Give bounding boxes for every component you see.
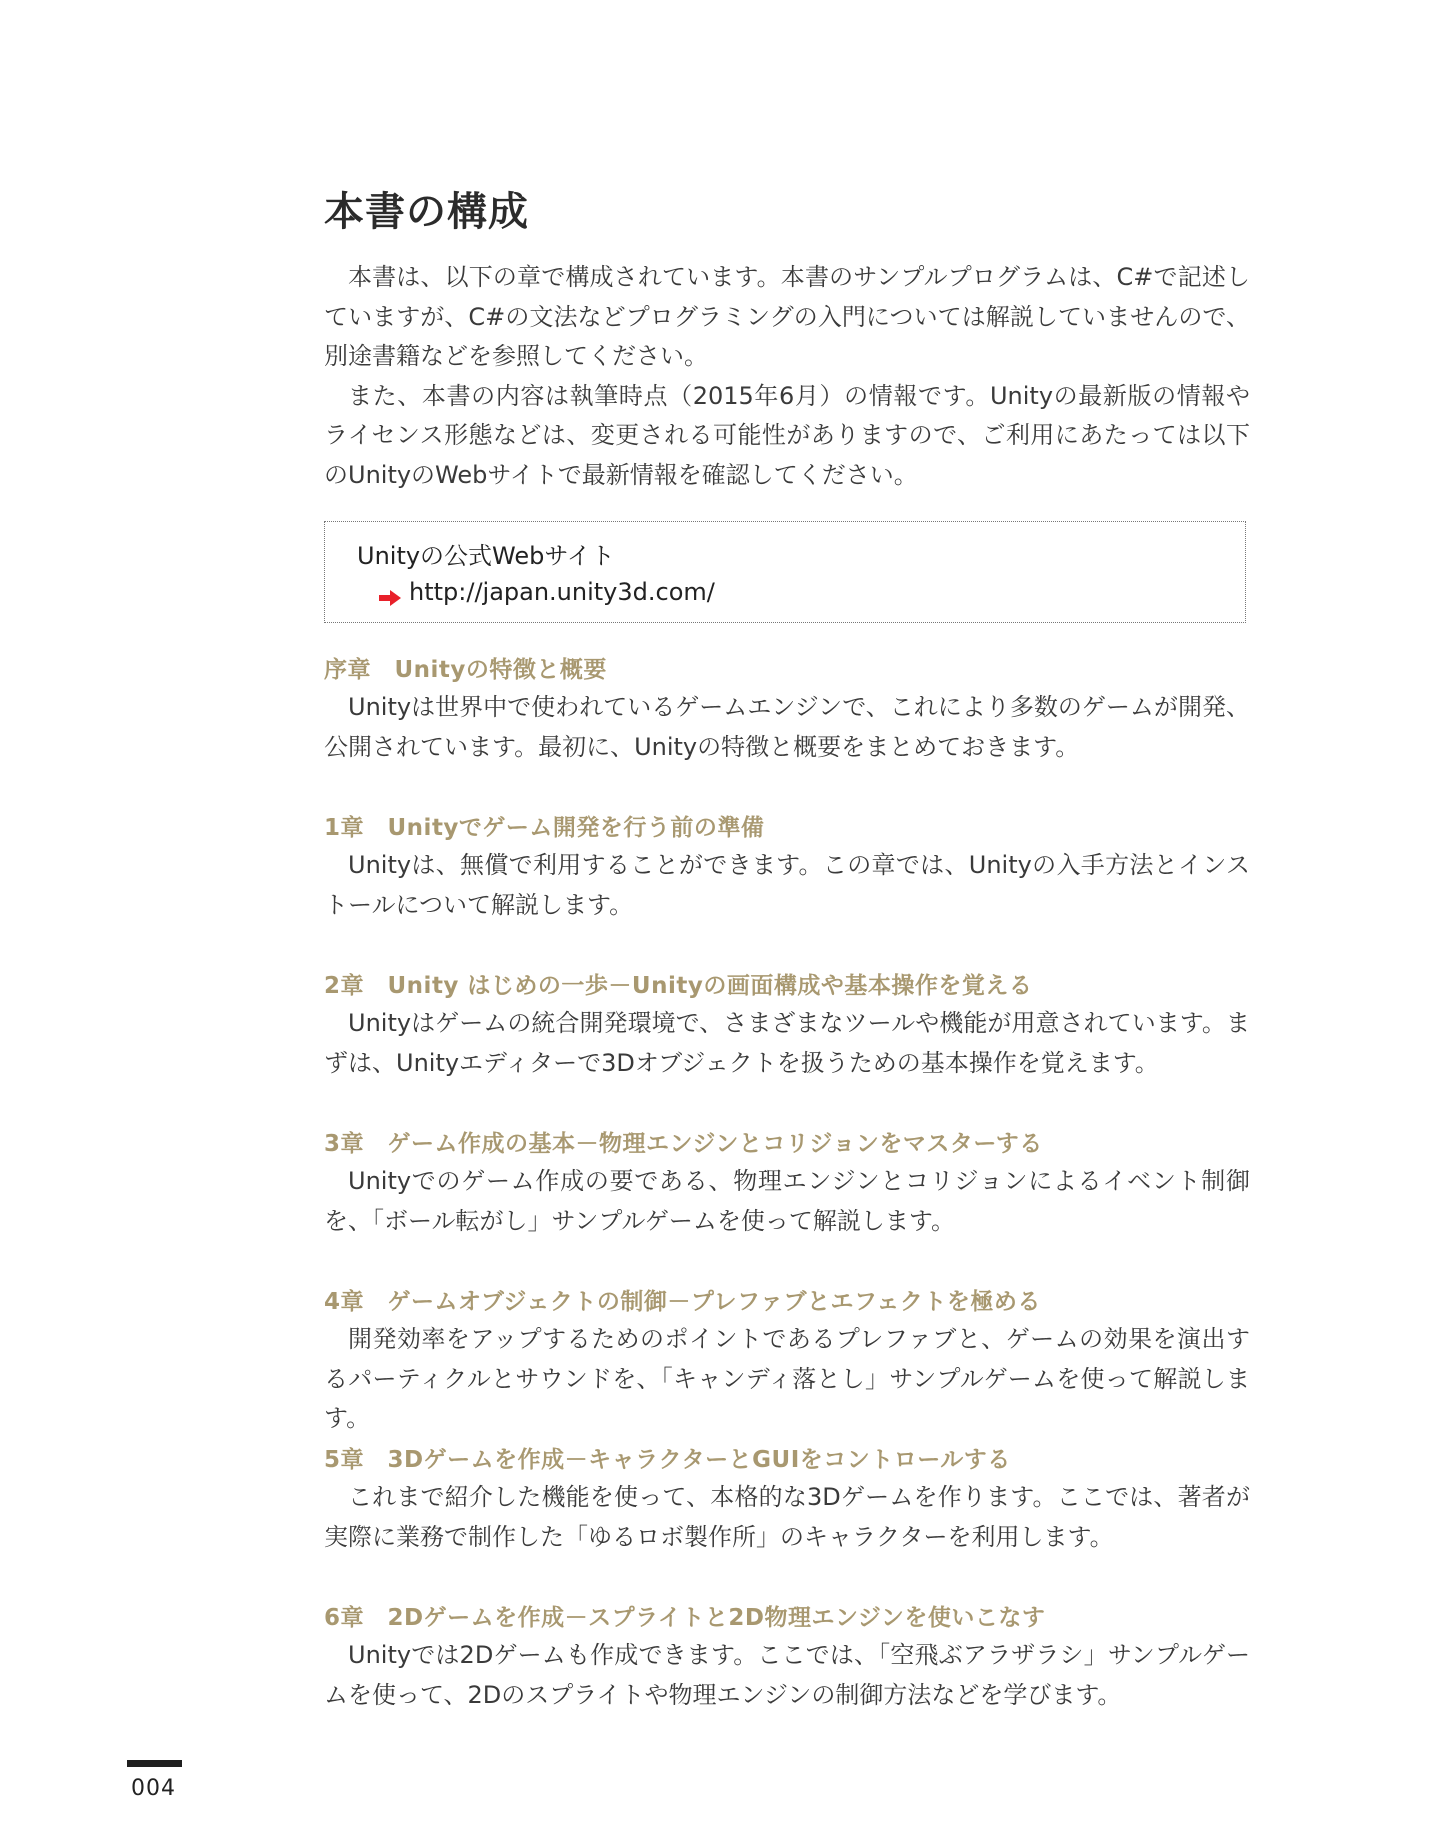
chapter-description: これまで紹介した機能を使って、本格的な3Dゲームを作ります。ここでは、著者が実際に業務で制作した「ゆるロボ製作所」のキャラクターを利用します。: [324, 1483, 1250, 1551]
website-box: [324, 521, 1246, 623]
right-arrow-icon: [379, 584, 401, 600]
website-box-title: Unityの公式Webサイト: [357, 542, 615, 570]
chapter-heading: 5章 3Dゲームを作成－キャラクターとGUIをコントロールする: [324, 1447, 1011, 1473]
website-url-line: [379, 578, 715, 606]
chapter-description: Unityでは2Dゲームも作成できます。ここでは、「空飛ぶアラザラシ」サンプルゲームを使って、2Dのスプライトや物理エンジンの制御方法などを学びます。: [324, 1641, 1250, 1709]
chapter-heading: 4章 ゲームオブジェクトの制御－プレファブとエフェクトを極める: [324, 1289, 1041, 1315]
intro-paragraph: また、本書の内容は執筆時点（2015年6月）の情報です。Unityの最新版の情報やライセンス形態などは、変更される可能性がありますので、ご利用にあたっては以下のUnityのWebサイトで最新情報を確認してください。: [324, 381, 1250, 489]
chapter-item: [324, 1126, 1250, 1284]
chapter-description: Unityは世界中で使われているゲームエンジンで、これにより多数のゲームが開発、公開されています。最初に、Unityの特徴と概要をまとめておきます。: [324, 693, 1250, 761]
chapter-item: [324, 652, 1250, 810]
chapter-item: [324, 810, 1250, 968]
footer-bar: [127, 1760, 182, 1767]
chapter-description: Unityはゲームの統合開発環境で、さまざまなツールや機能が用意されています。まずは、Unityエディターで3Dオブジェクトを扱うための基本操作を覚えます。: [324, 1009, 1250, 1077]
chapter-item: [324, 1284, 1250, 1442]
page-number: 004: [131, 1776, 176, 1801]
intro-paragraph: 本書は、以下の章で構成されています。本書のサンプルプログラムは、C#で記述していますが、C#の文法などプログラミングの入門については解説していませんので、別途書籍などを参照してください。: [324, 263, 1250, 370]
chapter-heading: 6章 2Dゲームを作成－スプライトと2D物理エンジンを使いこなす: [324, 1605, 1046, 1631]
chapter-item: [324, 968, 1250, 1126]
chapter-heading: 3章 ゲーム作成の基本－物理エンジンとコリジョンをマスターする: [324, 1131, 1043, 1157]
chapter-description: Unityは、無償で利用することができます。この章では、Unityの入手方法とインストールについて解説します。: [324, 851, 1250, 919]
chapter-heading: 2章 Unity はじめの一歩－Unityの画面構成や基本操作を覚える: [324, 973, 1033, 999]
chapter-list: [324, 652, 1250, 1758]
chapter-description: 開発効率をアップするためのポイントであるプレファブと、ゲームの効果を演出するパーティクルとサウンドを、「キャンディ落とし」サンプルゲームを使って解説します。: [324, 1325, 1250, 1432]
chapter-description: Unityでのゲーム作成の要である、物理エンジンとコリジョンによるイベント制御を、「ボール転がし」サンプルゲームを使って解説します。: [324, 1167, 1250, 1235]
page-title: 本書の構成: [324, 189, 529, 235]
intro-section: [324, 258, 1250, 495]
chapter-heading: 序章 Unityの特徴と概要: [324, 657, 607, 683]
chapter-heading: 1章 Unityでゲーム開発を行う前の準備: [324, 815, 765, 841]
chapter-item: [324, 1442, 1250, 1600]
website-url-link[interactable]: http://japan.unity3d.com/: [409, 578, 715, 606]
chapter-item: [324, 1600, 1250, 1758]
